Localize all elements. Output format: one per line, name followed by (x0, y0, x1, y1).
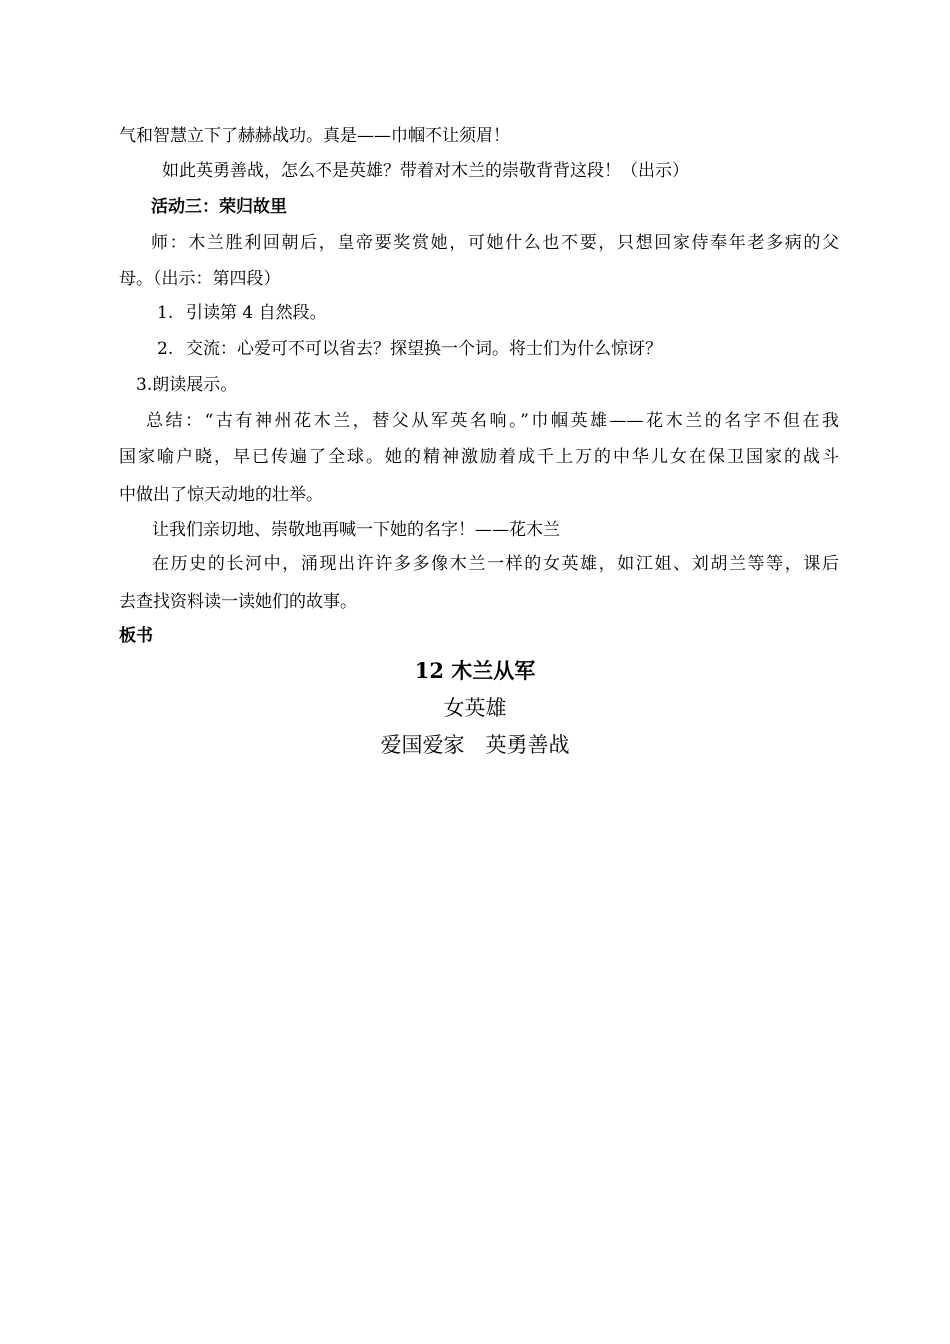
paragraph-history-line-1: 在历史的长河中，涌现出许许多多像木兰一样的女英雄，如江姐、刘胡兰等等，课后 (152, 554, 839, 574)
paragraph-line-1: 气和智慧立下了赫赫战功。真是——巾帼不让须眉！ (119, 126, 510, 146)
section-heading-activity-3: 活动三：荣归故里 (151, 197, 287, 217)
paragraph-history-line-2: 去查找资料读一读她们的故事。 (119, 592, 357, 612)
list-number-2: 2. (157, 339, 174, 359)
board-title: 12 木兰从军 (414, 658, 536, 683)
board-line-2: 爱国爱家 英勇善战 (380, 733, 570, 757)
list-item-3: 3.朗读展示。 (136, 375, 238, 395)
paragraph-line-2: 如此英勇善战，怎么不是英雄？带着对木兰的崇敬背背这段！（出示） (162, 161, 689, 181)
board-line-1: 女英雄 (443, 696, 507, 720)
list-number-1: 1. (157, 303, 174, 323)
summary-line-3: 中做出了惊天动地的壮举。 (119, 485, 323, 505)
board-heading: 板书 (119, 626, 153, 646)
list-item-2: 交流：心爱可不可以省去？探望换一个词。将士们为什么惊讶？ (186, 339, 662, 359)
list-item-1: 引读第 4 自然段。 (186, 303, 327, 323)
paragraph-line-5: 母。（出示：第四段） (119, 269, 281, 289)
summary-line-1: 总结：“古有神州花木兰，替父从军英名响。”巾帼英雄——花木兰的名字不但在我 (146, 411, 839, 431)
paragraph-line-4: 师：木兰胜利回朝后，皇帝要奖赏她，可她什么也不要，只想回家侍奉年老多病的父 (151, 233, 839, 253)
paragraph-call-name: 让我们亲切地、崇敬地再喊一下她的名字！——花木兰 (152, 520, 560, 540)
summary-line-2: 国家喻户晓，早已传遍了全球。她的精神激励着成千上万的中华儿女在保卫国家的战斗 (119, 447, 839, 467)
